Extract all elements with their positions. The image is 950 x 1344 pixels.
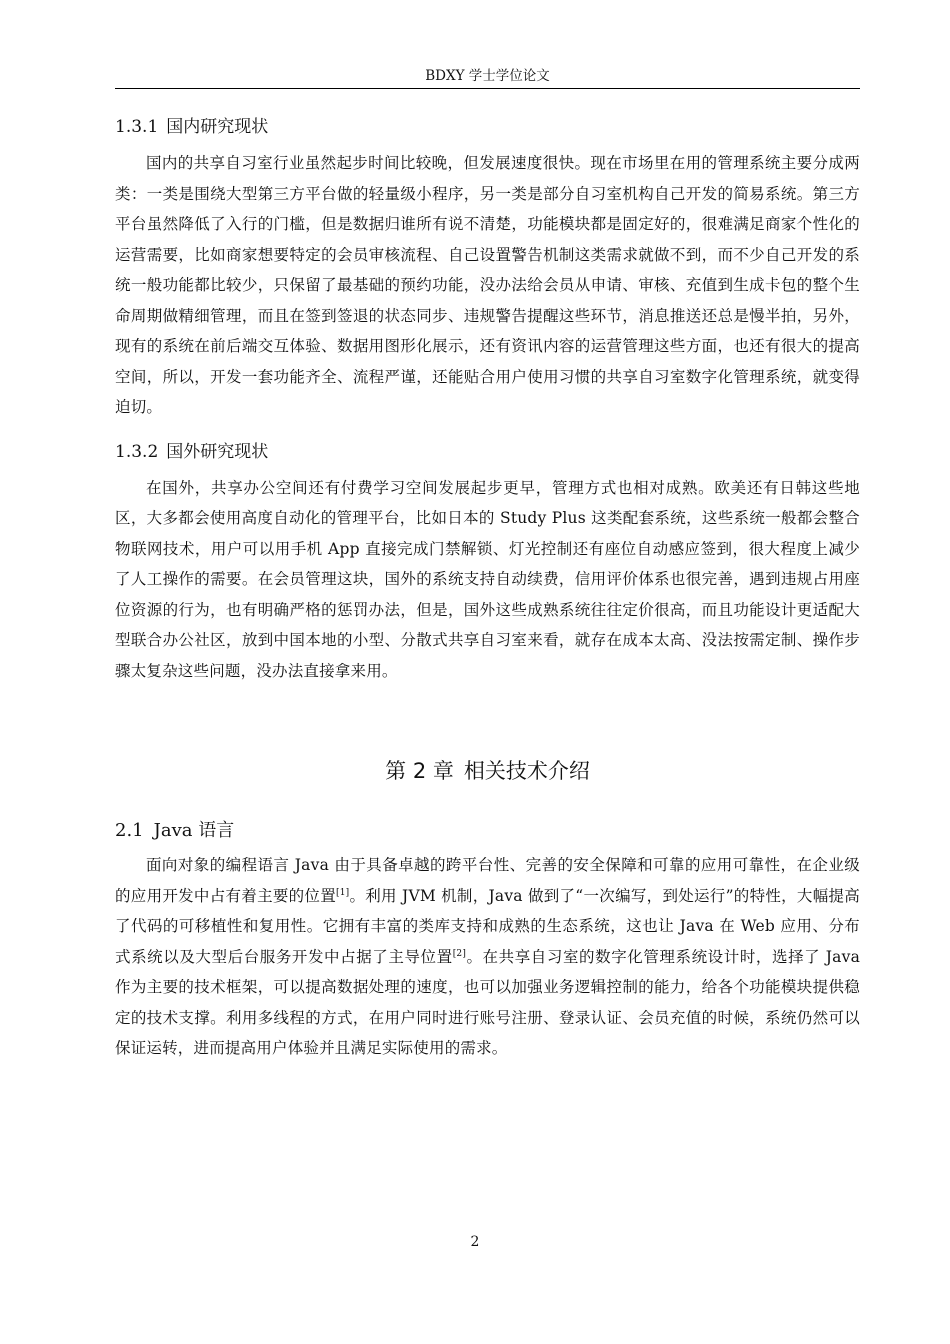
section-heading-1-3-2 [115, 437, 860, 467]
citation-ref-1: [1] [336, 887, 350, 898]
header-rule [115, 88, 860, 89]
paragraph-text: 。利用 JVM 机制，Java 做到了“一次编写，到处运行”的特性，大幅提高了代码的可移植性和复用性。它拥有丰富的类库支持和成熟的生态系统，这也让 Java 在 Web 应用、分布式系统以及大型后台服务开发中占据了主导位置 [115, 886, 860, 966]
chapter-heading [115, 756, 860, 786]
running-header: BDXY 学士学位论文 [425, 68, 550, 84]
section-number: 1.3.2 [115, 441, 159, 462]
section-number: 1.3.1 [115, 117, 159, 137]
chapter-number: 第 2 章 [385, 759, 454, 783]
section-heading-1-3-1 [115, 112, 860, 142]
section-title: Java 语言 [153, 820, 235, 841]
section-heading-2-1 [115, 816, 860, 846]
page-body [115, 112, 860, 1064]
page-number: 2 [470, 1234, 480, 1250]
paragraph-text: 。在共享自习室的数字化管理系统设计时，选择了 Java 作为主要的技术框架，可以提高数据处理的速度，也可以加强业务逻辑控制的能力，给各个功能模块提供稳定的技术支撑。利用多线程的方式，在用户同时进行账号注册、登录认证、会员充值的时候，系统仍然可以保证运转，进而提高用户体验并且满足实际使用的需求。 [115, 947, 861, 1057]
paragraph-text: 面向对象的编程语言 Java 由于具备卓越的跨平台性、完善的安全保障和可靠的应用可靠性，在企业级的应用开发中占有着主要的位置 [115, 856, 860, 905]
paragraph-domestic-research: 国内的共享自习室行业虽然起步时间比较晚，但发展速度很快。现在市场里在用的管理系统主要分成两类：一类是围绕大型第三方平台做的轻量级小程序，另一类是部分自习室机构自己开发的简易系统。第三方平台虽然降低了入行的门槛，但是数据归谁所有说不清楚，功能模块都是固定好的，很难满足商家个性化的运营需要，比如商家想要特定的会员审核流程、自己设置警告机制这类需求就做不到，而不少自己开发的系统一般功能都比较少，只保留了最基础的预约功能，没办法给会员从申请、审核、充值到生成卡包的整个生命周期做精细管理，而且在签到签退的状态同步、违规警告提醒这些环节，消息推送还总是慢半拍，另外，现有的系统在前后端交互体验、数据用图形化展示，还有资讯内容的运营管理这些方面，也还有很大的提高空间，所以，开发一套功能齐全、流程严谨，还能贴合用户使用习惯的共享自习室数字化管理系统，就变得迫切。 [115, 154, 860, 416]
section-number: 2.1 [115, 820, 144, 841]
section-title: 国外研究现状 [166, 441, 269, 462]
citation-ref-2: [2] [452, 948, 467, 959]
paragraph-java-language [115, 850, 860, 1064]
chapter-title: 相关技术介绍 [463, 759, 590, 783]
paragraph-foreign-research: 在国外，共享办公空间还有付费学习空间发展起步更早，管理方式也相对成熟。欧美还有日韩这些地区，大多都会使用高度自动化的管理平台，比如日本的 Study Plus 这类配套系统，这些系统一般都会整合物联网技术，用户可以用手机 App 直接完成门禁解锁、灯光控制还有座位自动感应签到，很大程度上减少了人工操作的需要。在会员管理这块，国外的系统支持自动续费，信用评价体系也很完善，遇到违规占用座位资源的行为，也有明确严格的惩罚办法，但是，国外这些成熟系统往往定价很高，而且功能设计更适配大型联合办公社区，放到中国本地的小型、分散式共享自习室来看，就存在成本太高、没法按需定制、操作步骤太复杂这些问题，没办法直接拿来用。 [115, 478, 860, 680]
section-title: 国内研究现状 [166, 117, 269, 137]
